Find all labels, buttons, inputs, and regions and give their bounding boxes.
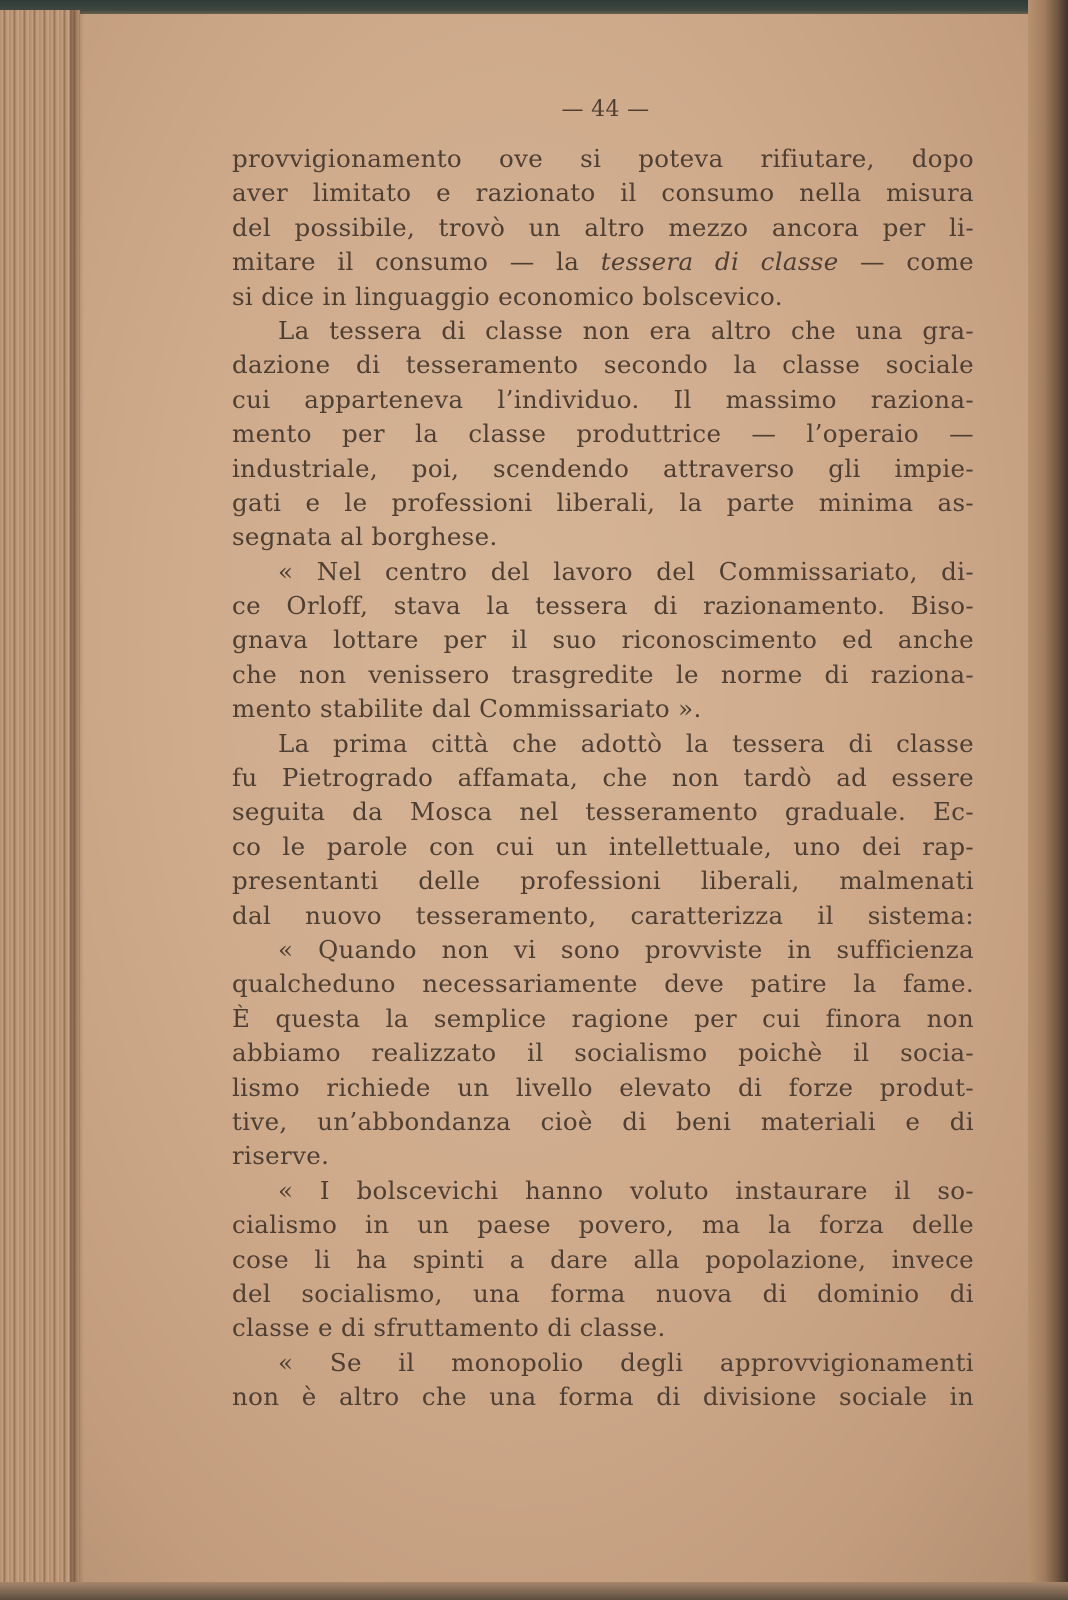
- text-line: seguita da Mosca nel tesseramento graduale. Ec-: [232, 797, 974, 827]
- text-line: gnava lottare per il suo riconoscimento ed anche: [232, 625, 974, 655]
- text-line: del possibile, trovò un altro mezzo ancora per li-: [232, 212, 974, 242]
- page-number: — 44 —: [561, 97, 650, 122]
- paragraph-end-line: mento stabilite dal Commissariato ».: [232, 694, 702, 724]
- paragraph-end-line: classe e di sfruttamento di classe.: [232, 1313, 666, 1343]
- text-line: che non venissero trasgredite le norme di raziona-: [232, 659, 974, 689]
- text-line: È questa la semplice ragione per cui finora non: [232, 1003, 974, 1033]
- text-line: presentanti delle professioni liberali, malmenati: [232, 866, 974, 896]
- right-page-edge: [1028, 0, 1068, 1600]
- text-line: aver limitato e razionato il consumo nella misura: [232, 178, 974, 208]
- paragraph-end-line: segnata al borghese.: [232, 522, 498, 552]
- paragraph-start-line: « Nel centro del lavoro del Commissariato, di-: [278, 556, 974, 586]
- text-line-with-emphasis: [232, 245, 974, 279]
- paragraph-end-line: riserve.: [232, 1141, 330, 1171]
- text-line: cialismo in un paese povero, ma la forza delle: [232, 1210, 974, 1240]
- text-line: cui apparteneva l’individuo. Il massimo raziona-: [232, 384, 974, 414]
- text-line: industriale, poi, scendendo attraverso gli impie-: [232, 453, 974, 483]
- text-line: non è altro che una forma di divisione sociale in: [232, 1382, 974, 1412]
- text-line: fu Pietrogrado affamata, che non tardò ad essere: [232, 763, 974, 793]
- paragraph-end-line: si dice in linguaggio economico bolscevico.: [232, 281, 783, 311]
- text-line: gati e le professioni liberali, la parte minima as-: [232, 487, 974, 517]
- paragraph-start-line: « Se il monopolio degli approvvigionamenti: [278, 1347, 974, 1377]
- paragraph-start-line: « Quando non vi sono provviste in sufficienza: [278, 934, 974, 964]
- text-line: provvigionamento ove si poteva rifiutare, dopo: [232, 144, 974, 173]
- text-line: dal nuovo tesseramento, caratterizza il sistema:: [232, 900, 974, 930]
- binding-shadow: [70, 10, 84, 1590]
- text-line: ce Orloff, stava la tessera di razionamento. Biso-: [232, 591, 974, 621]
- text-line: co le parole con cui un intellettuale, uno dei rap-: [232, 831, 974, 861]
- text-line: mento per la classe produttrice — l’operaio —: [232, 419, 974, 449]
- text-line: cose li ha spinti a dare alla popolazione, invece: [232, 1244, 974, 1274]
- stacked-page-edges: [0, 10, 80, 1590]
- bottom-page-edge: [0, 1582, 1068, 1600]
- paragraph-start-line: « I bolscevichi hanno voluto instaurare il so-: [278, 1175, 974, 1205]
- page-text-block: [232, 88, 974, 1414]
- paragraph-start-line: La prima città che adottò la tessera di classe: [278, 728, 974, 758]
- paragraph-start-line: La tessera di classe non era altro che una gra-: [278, 315, 974, 345]
- text-line: dazione di tesseramento secondo la classe sociale: [232, 350, 974, 380]
- emphasis-tessera-di-classe: tessera di classe: [600, 247, 839, 277]
- text-line: abbiamo realizzato il socialismo poichè il socia-: [232, 1038, 974, 1068]
- text-line: tive, un’abbondanza cioè di beni materiali e di: [232, 1106, 974, 1136]
- text-line: del socialismo, una forma nuova di dominio di: [232, 1278, 974, 1308]
- text-line: lismo richiede un livello elevato di forze produt-: [232, 1072, 974, 1102]
- text-run: — come: [838, 247, 974, 277]
- text-line: qualcheduno necessariamente deve patire la fame.: [232, 969, 974, 999]
- text-run: mitare il consumo — la: [232, 247, 601, 277]
